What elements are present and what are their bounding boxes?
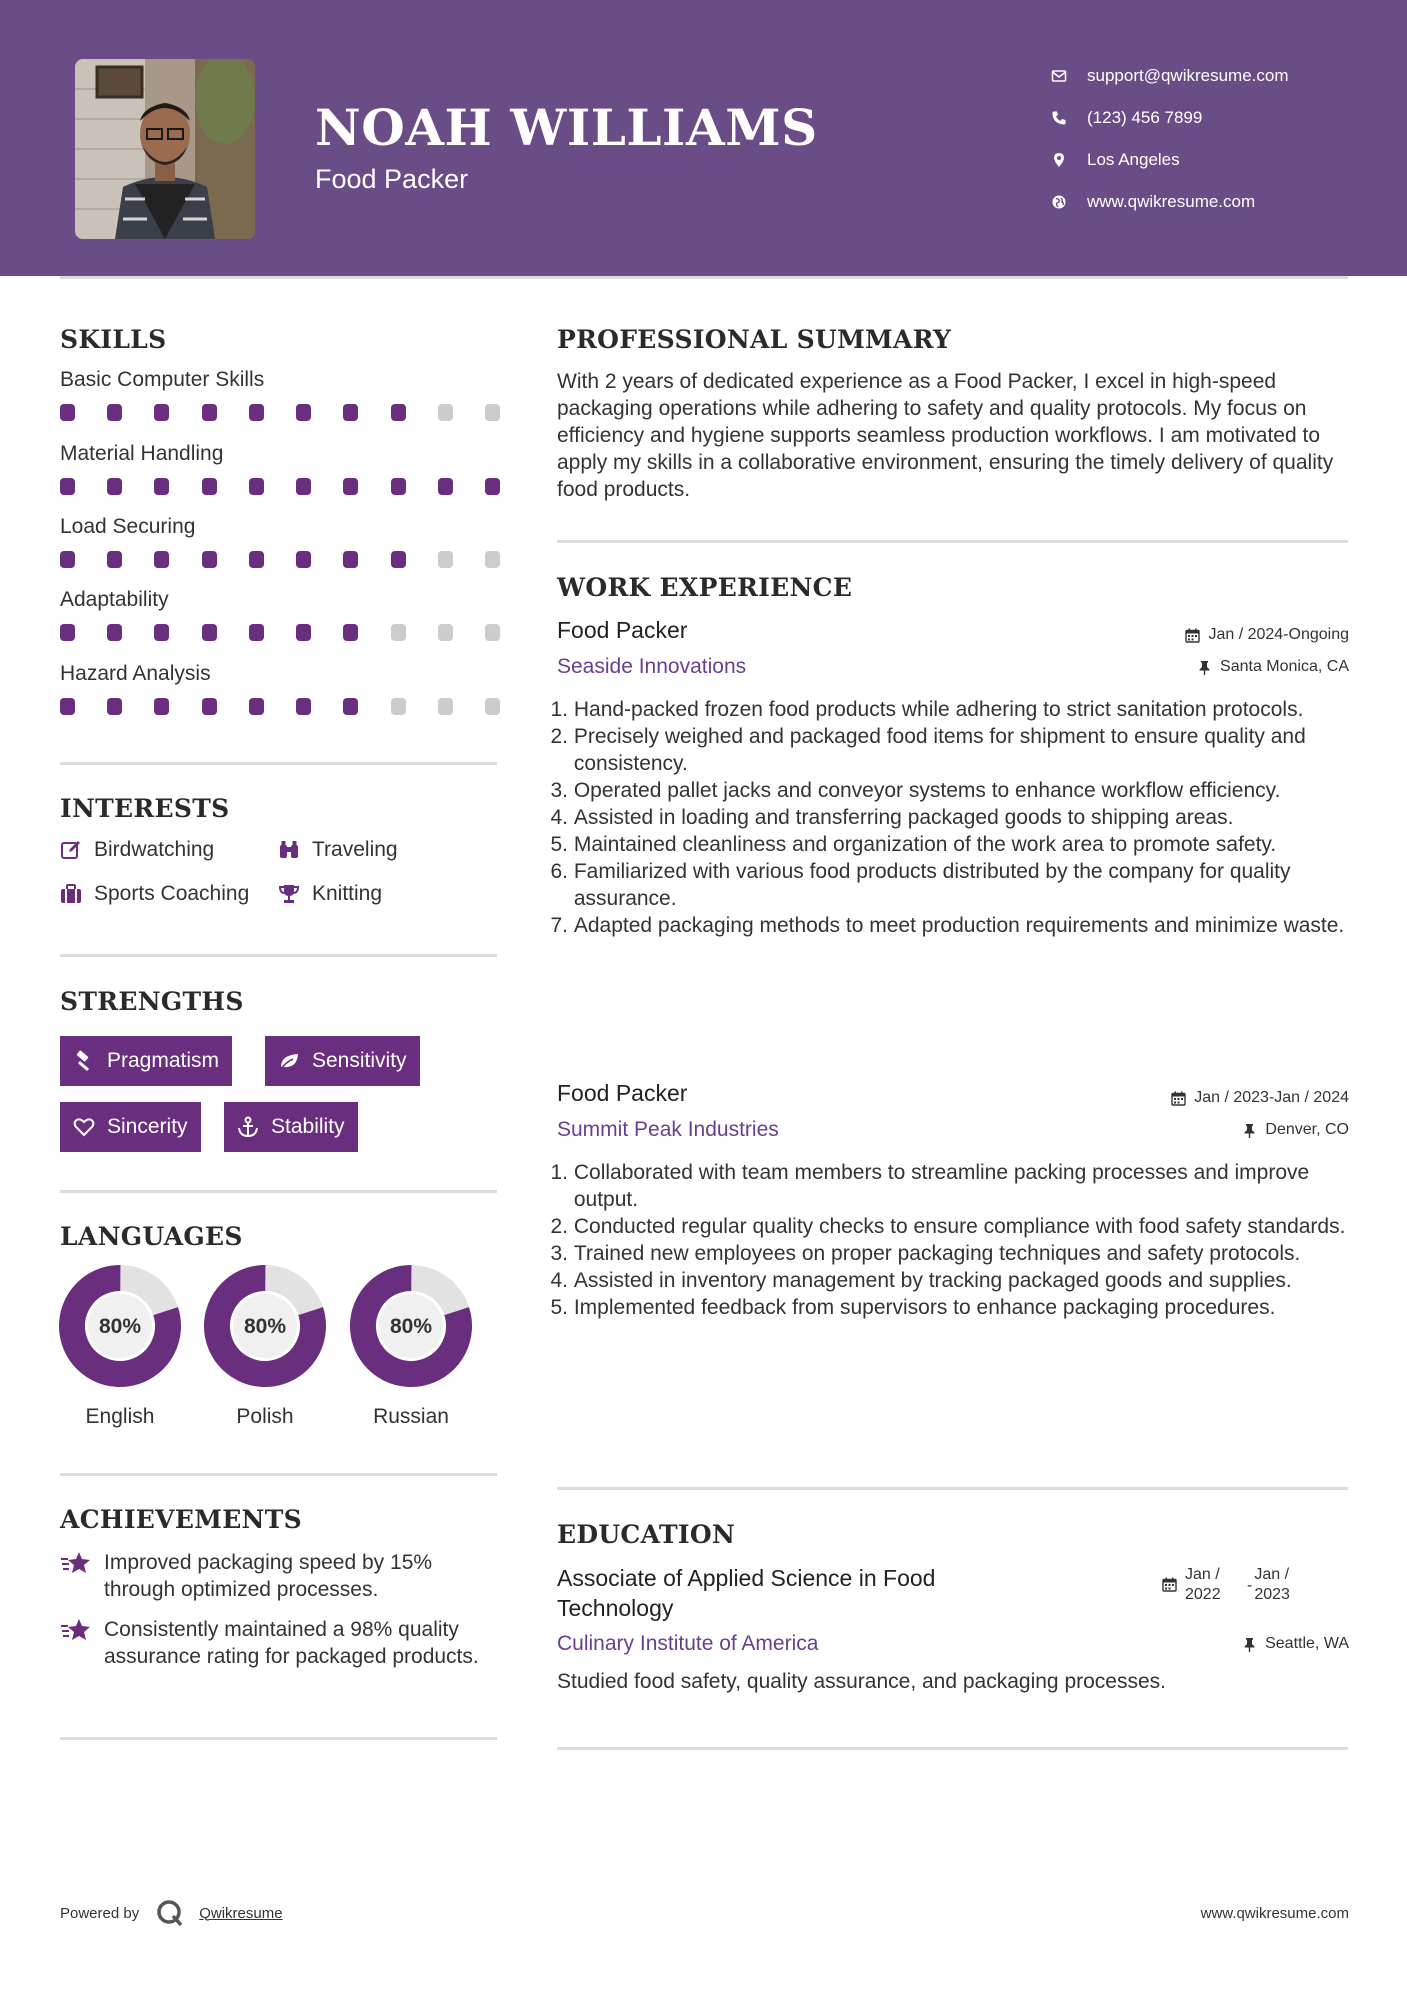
rating-dot-filled xyxy=(202,624,217,641)
job-dates xyxy=(1185,626,1349,644)
heart-icon xyxy=(73,1116,95,1138)
job-location-text: Denver, CO xyxy=(1265,1121,1349,1138)
pushpin-icon xyxy=(1242,1123,1257,1138)
rating-dot-filled xyxy=(249,551,264,568)
interests-heading: INTERESTS xyxy=(60,794,230,823)
calendar-icon xyxy=(1162,1577,1177,1592)
ring-percent-label: 80% xyxy=(243,1315,287,1338)
rating-dot-filled xyxy=(249,404,264,421)
education-start-month: Jan / xyxy=(1185,1566,1220,1583)
rating-dot-empty xyxy=(391,698,406,715)
binoculars-icon xyxy=(278,839,300,861)
rating-dot-filled xyxy=(343,551,358,568)
contact-website[interactable] xyxy=(1050,181,1380,223)
section-divider xyxy=(557,1487,1348,1490)
summary-text: With 2 years of dedicated experience as a Food Packer, I excel in high-speed packaging operations while adhering to safety and quality protocols. My focus on efficiency and hygiene supports seamless production workflows. I am motivated to apply my skills in a collaborative environment, ensuring the timely delivery of quality food products. xyxy=(557,370,1334,501)
interest-item xyxy=(60,838,214,862)
section-divider xyxy=(557,540,1348,543)
interest-label: Knitting xyxy=(312,882,383,905)
company-name: Summit Peak Industries xyxy=(557,1118,779,1141)
language-item xyxy=(58,1265,182,1429)
speeding-star-icon xyxy=(60,1549,92,1577)
list-item: 2. Conducted regular quality checks to ensure compliance with food safety standards. xyxy=(550,1215,1346,1238)
education-start xyxy=(1185,1565,1247,1605)
rating-dot-filled xyxy=(154,698,169,715)
job-dates-text: Jan / 2024-Ongoing xyxy=(1208,626,1349,643)
skill-rating xyxy=(60,551,500,568)
rating-dot-filled xyxy=(296,624,311,641)
rating-dot-filled xyxy=(60,624,75,641)
section-divider xyxy=(60,1190,497,1193)
contact-website-text: www.qwikresume.com xyxy=(1087,192,1256,211)
rating-dot-empty xyxy=(438,551,453,568)
footer-url[interactable]: www.qwikresume.com xyxy=(1200,1905,1349,1922)
interest-label: Sports Coaching xyxy=(94,882,250,905)
section-divider xyxy=(60,1473,497,1476)
rating-dot-filled xyxy=(107,698,122,715)
duty-text: Assisted in loading and transferring packaged goods to shipping areas. xyxy=(573,806,1234,829)
rating-dot-filled xyxy=(60,698,75,715)
achievement-item xyxy=(60,1549,500,1603)
job-location-text: Santa Monica, CA xyxy=(1220,658,1349,675)
list-item: 4. Assisted in loading and transferring packaged goods to shipping areas. xyxy=(550,806,1234,829)
strength-label: Sensitivity xyxy=(312,1049,407,1072)
rating-dot-filled xyxy=(107,624,122,641)
contact-location-text: Los Angeles xyxy=(1087,150,1180,169)
rating-dot-filled xyxy=(154,624,169,641)
rating-dot-filled xyxy=(107,551,122,568)
education-end xyxy=(1254,1565,1290,1605)
company-name: Seaside Innovations xyxy=(557,655,747,678)
trophy-icon xyxy=(278,883,300,905)
pushpin-icon xyxy=(1242,1637,1257,1652)
interest-item xyxy=(60,882,249,906)
list-item: 5. Implemented feedback from supervisors to enhance packaging procedures. xyxy=(550,1296,1276,1319)
list-item: 1. Collaborated with team members to streamline packing processes and improve output. xyxy=(550,1159,1350,1213)
strength-tag xyxy=(60,1036,232,1086)
rating-dot-filled xyxy=(438,478,453,495)
powered-by-text: Powered by xyxy=(60,1904,140,1922)
ring-percent-label: 80% xyxy=(389,1315,433,1338)
education-date-dash: - xyxy=(1247,1577,1253,1594)
rating-dot-filled xyxy=(154,551,169,568)
language-ring xyxy=(204,1265,326,1387)
education-end-month: Jan / xyxy=(1254,1566,1290,1583)
achievements-heading: ACHIEVEMENTS xyxy=(60,1505,302,1534)
list-item: 2. Precisely weighed and packaged food items for shipment to ensure quality and consistency. xyxy=(550,723,1350,777)
calendar-icon xyxy=(1171,1091,1186,1106)
section-divider xyxy=(60,762,497,765)
interest-label: Birdwatching xyxy=(94,838,215,861)
language-ring xyxy=(350,1265,472,1387)
rating-dot-filled xyxy=(296,698,311,715)
rating-dot-filled xyxy=(343,698,358,715)
duty-text: Hand-packed frozen food products while adhering to strict sanitation protocols. xyxy=(573,698,1304,721)
rating-dot-filled xyxy=(391,404,406,421)
skill-item xyxy=(60,368,500,421)
job-dates-text: Jan / 2023-Jan / 2024 xyxy=(1194,1089,1349,1106)
rating-dot-filled xyxy=(202,698,217,715)
language-name: Polish xyxy=(236,1405,294,1428)
job-duties xyxy=(550,1159,1350,1321)
skill-rating xyxy=(60,624,500,641)
education-location xyxy=(1242,1635,1349,1653)
contact-email-text: support@qwikresume.com xyxy=(1087,66,1289,85)
briefcase-icon xyxy=(60,883,82,905)
skill-name: Basic Computer Skills xyxy=(60,368,265,391)
gavel-icon xyxy=(73,1050,95,1072)
interest-label: Traveling xyxy=(312,838,398,861)
rating-dot-filled xyxy=(107,404,122,421)
achievement-item xyxy=(60,1616,500,1670)
job-location xyxy=(1197,658,1349,676)
header-divider xyxy=(60,276,1348,279)
rating-dot-filled xyxy=(343,624,358,641)
skill-name: Material Handling xyxy=(60,442,224,465)
globe-icon xyxy=(1050,194,1067,211)
rating-dot-filled xyxy=(296,551,311,568)
skill-name: Hazard Analysis xyxy=(60,662,211,685)
rating-dot-empty xyxy=(391,624,406,641)
resume-header xyxy=(0,0,1407,276)
footer-powered-by xyxy=(60,1898,283,1928)
skill-item xyxy=(60,515,500,568)
list-item: 7. Adapted packaging methods to meet production requirements and minimize waste. xyxy=(550,914,1345,937)
rating-dot-filled xyxy=(296,404,311,421)
job-duties xyxy=(550,696,1350,939)
skill-name: Adaptability xyxy=(60,588,169,611)
job-location xyxy=(1242,1121,1349,1139)
section-divider xyxy=(60,1737,497,1740)
contact-location xyxy=(1050,139,1380,181)
duty-text: Conducted regular quality checks to ensure compliance with food safety standards. xyxy=(573,1215,1346,1238)
skill-item xyxy=(60,662,500,715)
section-divider xyxy=(60,954,497,957)
calendar-icon xyxy=(1185,628,1200,643)
skill-name: Load Securing xyxy=(60,515,196,538)
rating-dot-filled xyxy=(107,478,122,495)
rating-dot-filled xyxy=(154,478,169,495)
degree-title: Associate of Applied Science in Food Technology xyxy=(557,1565,936,1621)
strength-label: Pragmatism xyxy=(107,1049,220,1072)
candidate-title: Food Packer xyxy=(315,164,469,194)
qwikresume-logo-icon xyxy=(155,1898,185,1928)
duty-text: Collaborated with team members to streamline packing processes and improve output. xyxy=(573,1161,1310,1211)
skill-item xyxy=(60,588,500,641)
strength-tag xyxy=(224,1102,358,1152)
language-name: Russian xyxy=(373,1405,449,1428)
leaf-icon xyxy=(278,1050,300,1072)
rating-dot-empty xyxy=(438,404,453,421)
skill-item xyxy=(60,442,500,495)
rating-dot-filled xyxy=(343,478,358,495)
achievement-text: Improved packaging speed by 15% through optimized processes. xyxy=(104,1551,433,1601)
section-divider xyxy=(557,1747,1348,1750)
school-name: Culinary Institute of America xyxy=(557,1632,819,1655)
location-pin-icon xyxy=(1050,152,1067,169)
strengths-heading: STRENGTHS xyxy=(60,987,244,1016)
rating-dot-empty xyxy=(485,404,500,421)
rating-dot-filled xyxy=(202,404,217,421)
interest-item xyxy=(278,882,382,906)
rating-dot-filled xyxy=(249,478,264,495)
rating-dot-filled xyxy=(60,551,75,568)
contact-phone-text: (123) 456 7899 xyxy=(1087,108,1203,127)
ring-percent-label: 80% xyxy=(98,1315,142,1338)
list-item: 3. Operated pallet jacks and conveyor systems to enhance workflow efficiency. xyxy=(550,779,1281,802)
rating-dot-filled xyxy=(485,478,500,495)
anchor-icon xyxy=(237,1116,259,1138)
brand-link[interactable]: Qwikresume xyxy=(199,1904,283,1922)
rating-dot-filled xyxy=(154,404,169,421)
rating-dot-empty xyxy=(485,624,500,641)
job-dates xyxy=(1171,1089,1349,1107)
education-description: Studied food safety, quality assurance, and packaging processes. xyxy=(557,1670,1166,1693)
list-item: 4. Assisted in inventory management by tracking packaged goods and supplies. xyxy=(550,1269,1292,1292)
duty-text: Precisely weighed and packaged food items for shipment to ensure quality and consistency. xyxy=(573,725,1306,775)
rating-dot-filled xyxy=(343,404,358,421)
strength-tag xyxy=(265,1036,420,1086)
email-icon xyxy=(1050,68,1067,85)
strength-label: Sincerity xyxy=(107,1115,188,1138)
list-item: 1. Hand-packed frozen food products while adhering to strict sanitation protocols. xyxy=(550,698,1304,721)
education-dates xyxy=(1162,1565,1290,1605)
language-item xyxy=(203,1265,327,1429)
language-ring xyxy=(59,1265,181,1387)
duty-text: Trained new employees on proper packaging techniques and safety protocols. xyxy=(573,1242,1301,1265)
pushpin-icon xyxy=(1197,660,1212,675)
rating-dot-filled xyxy=(60,478,75,495)
duty-text: Adapted packaging methods to meet production requirements and minimize waste. xyxy=(573,914,1345,937)
list-item: 3. Trained new employees on proper packaging techniques and safety protocols. xyxy=(550,1242,1301,1265)
rating-dot-empty xyxy=(485,551,500,568)
rating-dot-filled xyxy=(60,404,75,421)
strength-tag xyxy=(60,1102,201,1152)
rating-dot-filled xyxy=(202,551,217,568)
education-heading: EDUCATION xyxy=(557,1520,736,1549)
language-name: English xyxy=(85,1405,155,1428)
strength-label: Stability xyxy=(271,1115,345,1138)
interest-item xyxy=(278,838,398,862)
rating-dot-filled xyxy=(391,551,406,568)
education-location-text: Seattle, WA xyxy=(1265,1635,1349,1652)
duty-text: Familiarized with various food products distributed by the company for quality assurance. xyxy=(573,860,1291,910)
contact-email[interactable] xyxy=(1050,55,1380,97)
rating-dot-filled xyxy=(296,478,311,495)
duty-text: Operated pallet jacks and conveyor systems to enhance workflow efficiency. xyxy=(573,779,1281,802)
education-end-year: 2023 xyxy=(1254,1586,1290,1603)
rating-dot-empty xyxy=(438,698,453,715)
rating-dot-filled xyxy=(391,478,406,495)
skill-rating xyxy=(60,404,500,421)
candidate-name: NOAH WILLIAMS xyxy=(315,98,818,157)
speeding-star-icon xyxy=(60,1616,92,1644)
duty-text: Maintained cleanliness and organization of the work area to promote safety. xyxy=(573,833,1277,856)
rating-dot-filled xyxy=(249,698,264,715)
duty-text: Implemented feedback from supervisors to enhance packaging procedures. xyxy=(573,1296,1276,1319)
rating-dot-empty xyxy=(438,624,453,641)
summary-heading: PROFESSIONAL SUMMARY xyxy=(557,325,952,354)
education-start-year: 2022 xyxy=(1185,1586,1221,1603)
language-item xyxy=(349,1265,473,1429)
phone-icon xyxy=(1050,110,1067,127)
list-item: 5. Maintained cleanliness and organization of the work area to promote safety. xyxy=(550,833,1277,856)
profile-photo-image xyxy=(75,59,255,239)
contact-list xyxy=(1050,55,1380,223)
job-title: Food Packer xyxy=(557,617,688,643)
languages-heading: LANGUAGES xyxy=(60,1222,243,1251)
profile-photo xyxy=(75,59,255,239)
job-title: Food Packer xyxy=(557,1080,688,1106)
rating-dot-filled xyxy=(202,478,217,495)
experience-heading: WORK EXPERIENCE xyxy=(557,573,853,602)
duty-text: Assisted in inventory management by tracking packaged goods and supplies. xyxy=(573,1269,1292,1292)
rating-dot-empty xyxy=(485,698,500,715)
list-item: 6. Familiarized with various food products distributed by the company for quality assurance. xyxy=(550,858,1350,912)
achievement-text: Consistently maintained a 98% quality assurance rating for packaged products. xyxy=(104,1618,479,1668)
skills-heading: SKILLS xyxy=(60,325,167,354)
skill-rating xyxy=(60,698,500,715)
rating-dot-filled xyxy=(249,624,264,641)
skill-rating xyxy=(60,478,500,495)
pencil-square-icon xyxy=(60,839,82,861)
contact-phone[interactable] xyxy=(1050,97,1380,139)
